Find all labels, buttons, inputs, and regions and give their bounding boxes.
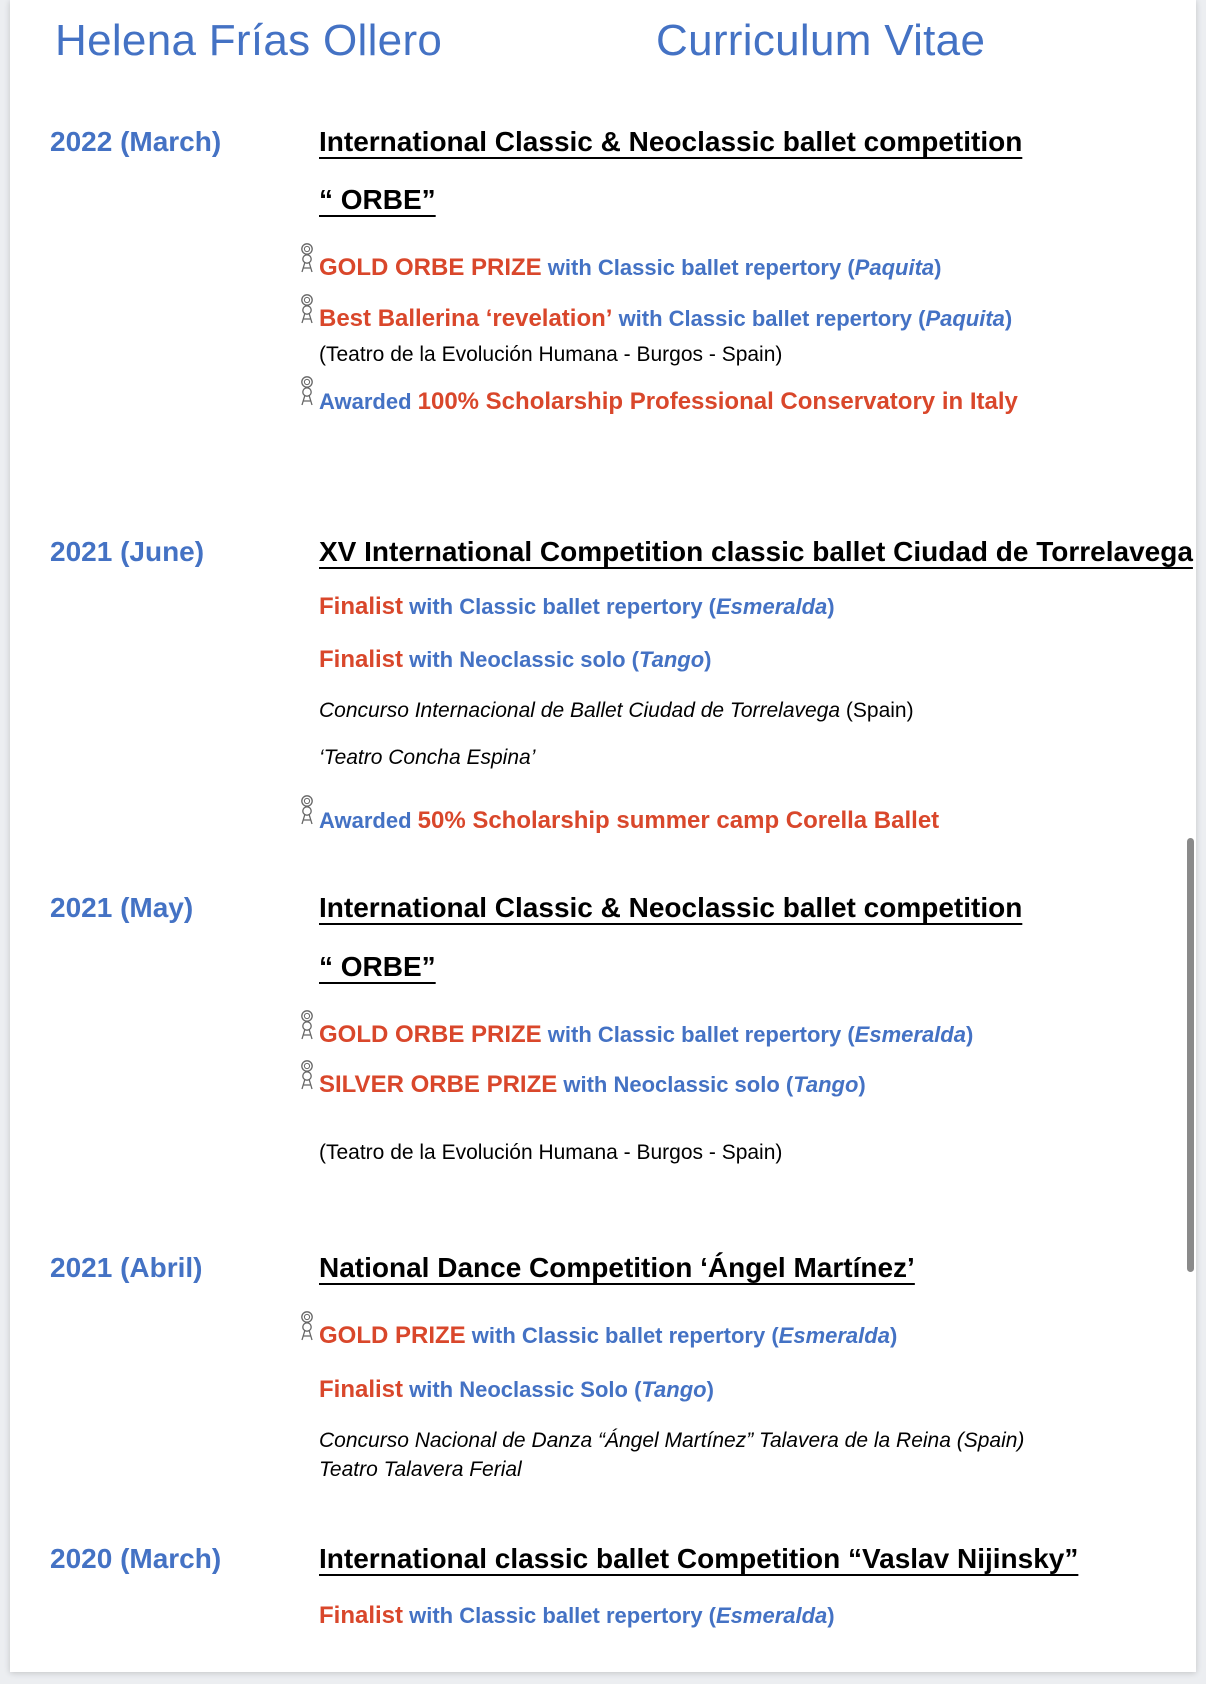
theatre-text: ‘Teatro Concha Espina’ bbox=[319, 746, 536, 769]
scholarship-line: Awarded 50% Scholarship summer camp Corella Ballet bbox=[319, 807, 940, 834]
entry-date: 2021 (May) bbox=[50, 892, 194, 923]
medal-icon bbox=[297, 1059, 317, 1091]
entry-date: 2021 (Abril) bbox=[50, 1252, 203, 1283]
award-line: Finalist with Neoclassic solo (Tango) bbox=[319, 646, 712, 673]
medal-icon bbox=[297, 242, 317, 274]
entry-heading: International Classic & Neoclassic ballet competition bbox=[319, 892, 1023, 923]
award-line: SILVER ORBE PRIZE with Neoclassic solo (Tango) bbox=[319, 1071, 866, 1098]
medal-icon bbox=[297, 1009, 317, 1041]
entry-heading: International Classic & Neoclassic ballet competition bbox=[319, 126, 1023, 157]
entry-heading-sub: “ ORBE” bbox=[319, 184, 436, 215]
venue-text: (Teatro de la Evolución Humana - Burgos - Spain) bbox=[319, 343, 783, 366]
venue-text: Concurso Nacional de Danza “Ángel Martínez” Talavera de la Reina (Spain) bbox=[319, 1429, 1025, 1452]
medal-icon bbox=[297, 293, 317, 325]
venue-text: Concurso Internacional de Ballet Ciudad de Torrelavega (Spain) bbox=[319, 699, 914, 722]
entry-date: 2022 (March) bbox=[50, 126, 222, 157]
award-line: GOLD ORBE PRIZE with Classic ballet repertory (Esmeralda) bbox=[319, 1021, 974, 1048]
medal-icon bbox=[297, 1310, 317, 1342]
scholarship-line: Awarded 100% Scholarship Professional Conservatory in Italy bbox=[319, 388, 1018, 415]
medal-icon bbox=[297, 375, 317, 407]
award-line: GOLD PRIZE with Classic ballet repertory (Esmeralda) bbox=[319, 1322, 898, 1349]
entry-date: 2021 (June) bbox=[50, 536, 205, 567]
venue-text: (Teatro de la Evolución Humana - Burgos - Spain) bbox=[319, 1141, 783, 1164]
entry-date: 2020 (March) bbox=[50, 1543, 222, 1574]
award-line: Finalist with Neoclassic Solo (Tango) bbox=[319, 1376, 714, 1403]
award-line: Best Ballerina ‘revelation’ with Classic ballet repertory (Paquita) bbox=[319, 305, 1013, 332]
entry-heading: XV International Competition classic ballet Ciudad de Torrelavega bbox=[319, 536, 1193, 567]
document-page bbox=[10, 0, 1196, 1672]
theatre-text: Teatro Talavera Ferial bbox=[319, 1458, 522, 1481]
medal-icon bbox=[297, 794, 317, 826]
cv-title: Curriculum Vitae bbox=[656, 16, 986, 65]
award-line: Finalist with Classic ballet repertory (Esmeralda) bbox=[319, 1602, 835, 1629]
cv-name: Helena Frías Ollero bbox=[55, 16, 443, 65]
award-line: Finalist with Classic ballet repertory (Esmeralda) bbox=[319, 593, 835, 620]
entry-heading: International classic ballet Competition “Vaslav Nijinsky” bbox=[319, 1543, 1079, 1574]
entry-heading-sub: “ ORBE” bbox=[319, 951, 436, 982]
award-line: GOLD ORBE PRIZE with Classic ballet repertory (Paquita) bbox=[319, 254, 942, 281]
entry-heading: National Dance Competition ‘Ángel Martínez’ bbox=[319, 1252, 915, 1283]
vertical-scrollbar[interactable] bbox=[1187, 838, 1194, 1272]
